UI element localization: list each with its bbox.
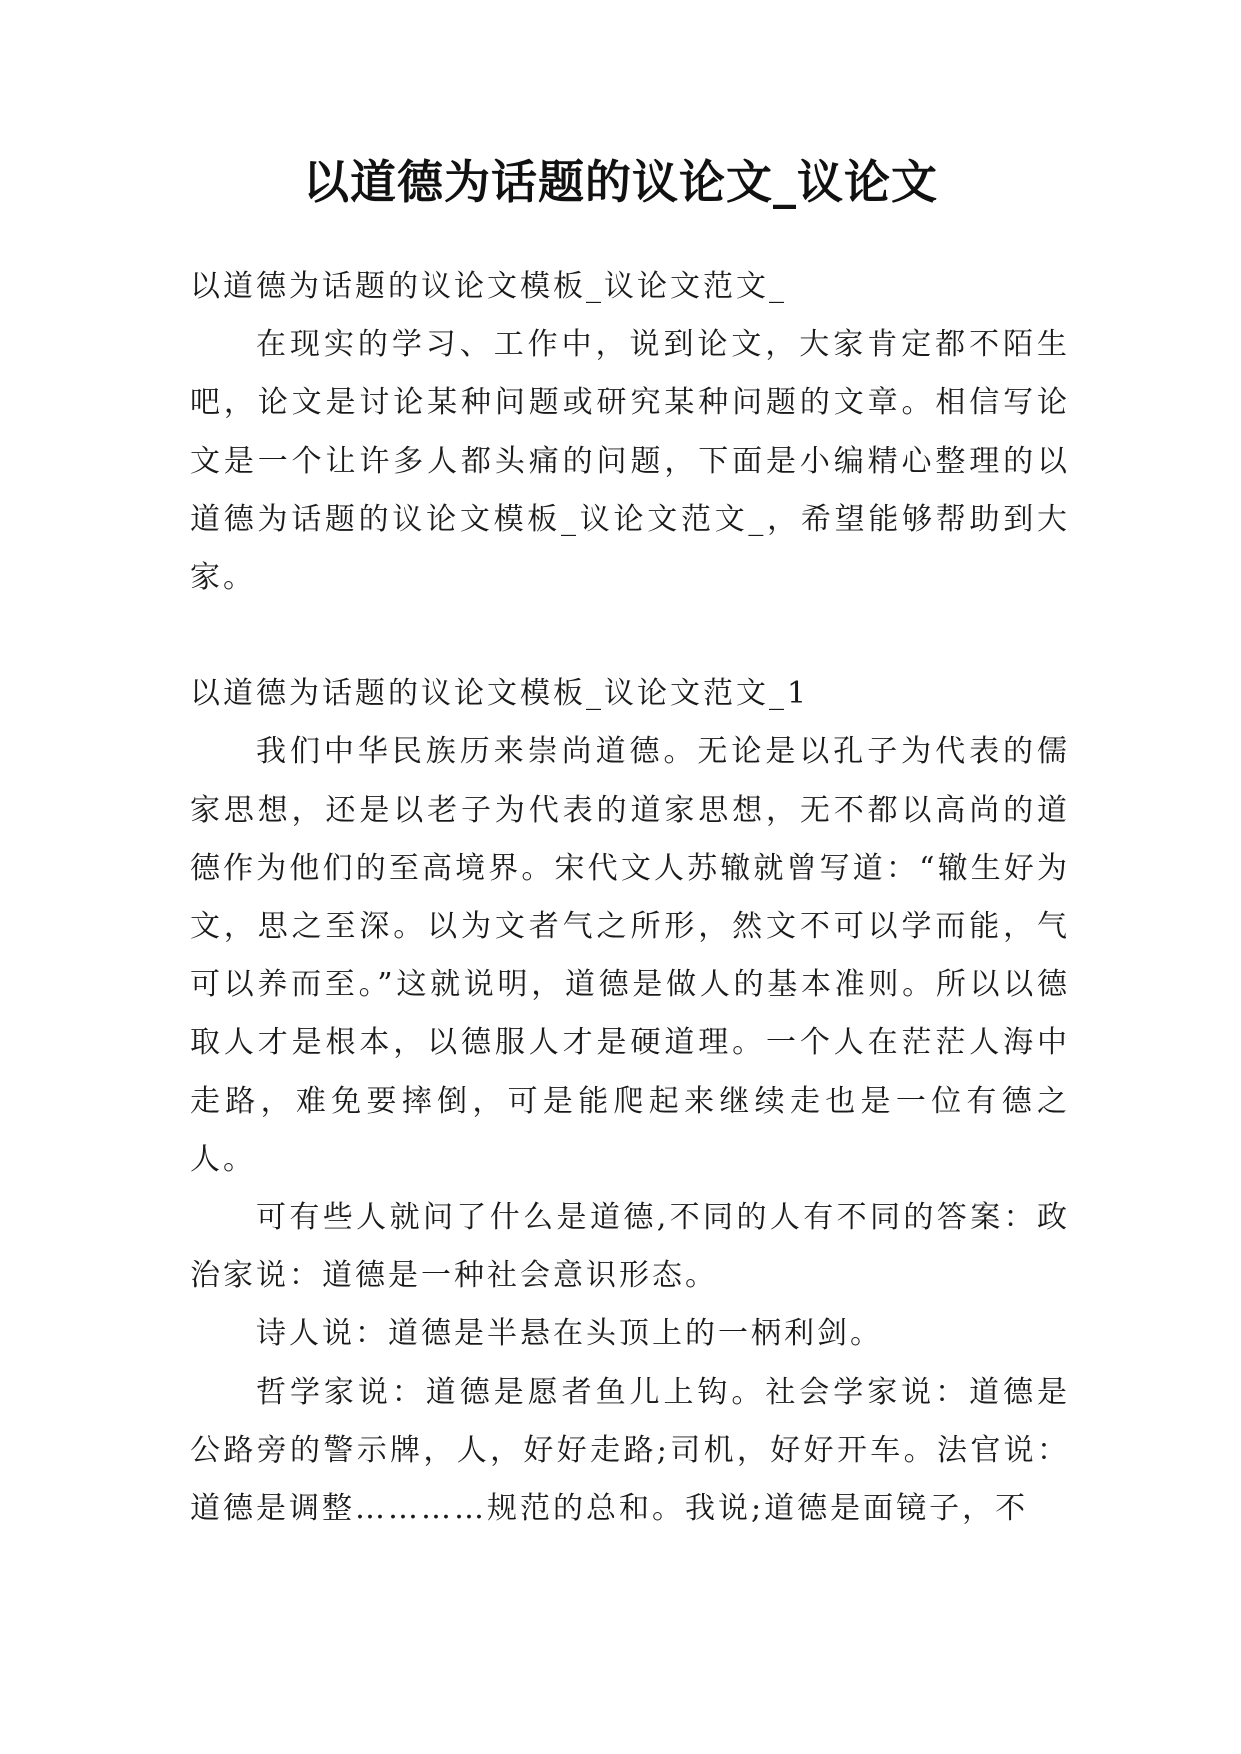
document-title: 以道德为话题的议论文_议论文	[303, 155, 938, 209]
paragraph-2: 可有些人就问了什么是道德,不同的人有不同的答案：政治家说：道德是一种社会意识形态。	[190, 1200, 1070, 1294]
section-heading-example-1: 以道德为话题的议论文模板_议论文范文_1	[190, 676, 810, 712]
paragraph-3: 诗人说：道德是半悬在头顶上的一柄利剑。	[256, 1316, 883, 1352]
section-heading-template: 以道德为话题的议论文模板_议论文范文_	[190, 269, 787, 304]
document-body	[190, 258, 1070, 1538]
paragraph-4: 哲学家说：道德是愿者鱼儿上钩。社会学家说：道德是公路旁的警示牌，人，好好走路;司机，好好开车。法官说：道德是调整…………规范的总和。我说;道德是面镜子，不	[190, 1374, 1070, 1527]
paragraph-1: 我们中华民族历来崇尚道德。无论是以孔子为代表的儒家思想，还是以老子为代表的道家思想，无不都以高尚的道德作为他们的至高境界。宋代文人苏辙就曾写道：“辙生好为文，思之至深。以为文者气之所形，然文不可以学而能，气可以养而至。”这就说明，道德是做人的基本准则。所以以德取人才是根本，以德服人才是硬道理。一个人在茫茫人海中走路，难免要摔倒，可是能爬起来继续走也是一位有德之人。	[190, 734, 1070, 1177]
paragraph-gap	[190, 607, 1070, 665]
intro-paragraph: 在现实的学习、工作中，说到论文，大家肯定都不陌生吧，论文是讨论某种问题或研究某种问题的文章。相信写论文是一个让许多人都头痛的问题，下面是小编精心整理的以道德为话题的议论文模板_议论文范文_，希望能够帮助到大家。	[190, 327, 1070, 596]
